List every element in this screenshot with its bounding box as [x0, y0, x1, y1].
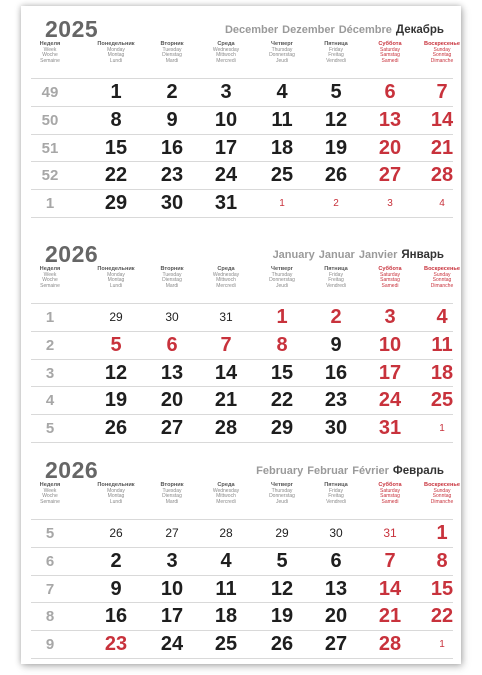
weekday-translation: Wednesday: [212, 46, 240, 53]
week-number: 9: [45, 636, 55, 654]
weekday-label: [91, 42, 141, 64]
weekday-translation: Samedi: [381, 498, 399, 505]
weekday-label: [31, 483, 69, 505]
weekday-translation: Sonntag: [432, 277, 452, 284]
day-cell: 20: [378, 136, 402, 159]
day-cell: 17: [378, 361, 402, 384]
day-cell: 2: [333, 198, 339, 210]
week-number: 8: [45, 608, 55, 626]
weekday-label: [365, 42, 415, 64]
week-row: [31, 331, 453, 359]
weekday-name: Среда: [217, 41, 235, 47]
day-cell: 18: [214, 605, 238, 628]
weekday-label: [91, 267, 141, 289]
day-cell: 5: [330, 81, 342, 103]
weekday-name: Четверг: [271, 482, 293, 488]
weekday-label: [147, 42, 197, 64]
day-cell: 15: [104, 136, 128, 159]
year-label: 2025: [45, 16, 99, 42]
weekday-translation: Freitag: [328, 277, 344, 284]
weekday-translation: Dimanche: [430, 57, 454, 64]
weekday-label: [311, 483, 361, 505]
month-name: Dezember: [282, 24, 335, 36]
month-names: [221, 24, 444, 36]
bottom-divider: [31, 658, 453, 659]
bottom-divider: [31, 442, 453, 443]
weekday-translation: Semaine: [40, 498, 60, 505]
weekday-translation: Dienstag: [162, 493, 182, 500]
weekday-translation: Woche: [42, 493, 58, 500]
day-cell: 11: [215, 577, 237, 600]
month-name: February: [256, 465, 304, 477]
month-name: Декабрь: [395, 24, 444, 36]
day-cell: 7: [220, 333, 232, 356]
weekday-translation: Mittwoch: [216, 277, 236, 284]
weekday-translation: Mardi: [165, 282, 179, 289]
week-number: 5: [45, 525, 55, 542]
day-cell: 2: [110, 549, 122, 572]
weekday-translation: Dienstag: [162, 52, 182, 59]
weekday-label: [91, 483, 141, 505]
day-cell: 29: [275, 526, 289, 540]
day-cell: 5: [276, 549, 288, 572]
weekday-translation: Samedi: [381, 282, 399, 289]
month-name: Janvier: [358, 249, 398, 261]
week-number: 6: [45, 552, 55, 570]
day-cell: 26: [104, 417, 128, 440]
weekday-name: Среда: [217, 266, 235, 272]
weekday-translation: Donnerstag: [269, 493, 295, 500]
weekday-translation: Saturday: [379, 271, 400, 278]
weekday-header: [31, 266, 460, 303]
day-cell: 17: [214, 136, 238, 159]
day-cell: 28: [214, 417, 238, 440]
day-cell: 22: [270, 389, 294, 412]
weekday-translation: Montag: [107, 277, 125, 284]
weekday-name: Пятница: [324, 41, 348, 47]
month-name: Февраль: [392, 465, 444, 477]
weekday-translation: Sunday: [433, 487, 451, 494]
day-cell: 1: [439, 639, 445, 651]
day-cell: 9: [330, 333, 342, 356]
weekday-name: Пятница: [324, 266, 348, 272]
day-cell: 26: [270, 633, 294, 656]
day-cell: 3: [384, 306, 396, 328]
weekday-translation: Vendredi: [326, 498, 346, 505]
week-number: 49: [41, 84, 59, 101]
weekday-translation: Freitag: [328, 493, 344, 500]
day-cell: 25: [270, 164, 294, 187]
day-cell: 22: [104, 164, 128, 187]
day-cell: 30: [329, 526, 343, 540]
day-cell: 13: [378, 108, 402, 131]
day-cell: 5: [110, 333, 122, 356]
weekday-translation: Mittwoch: [216, 493, 236, 500]
day-cell: 2: [166, 81, 178, 103]
weekday-translation: Donnerstag: [269, 277, 295, 284]
weekday-translation: Sonntag: [432, 52, 452, 59]
weekday-name: Четверг: [271, 41, 293, 47]
weekday-translation: Mercredi: [216, 57, 236, 64]
day-cell: 10: [214, 108, 238, 131]
weekday-label: [31, 42, 69, 64]
month-name: Décembre: [338, 24, 392, 36]
day-cell: 3: [387, 198, 393, 210]
day-cell: 10: [160, 577, 184, 600]
weekday-name: Понедельник: [97, 266, 135, 272]
week-row: [31, 189, 453, 217]
day-cell: 25: [430, 389, 454, 412]
weekday-translation: Tuesday: [162, 487, 182, 494]
day-cell: 14: [378, 577, 402, 600]
day-cell: 18: [430, 361, 454, 384]
day-cell: 1: [110, 81, 122, 103]
weekday-translation: Semaine: [40, 282, 60, 289]
day-cell: 28: [430, 164, 454, 187]
day-cell: 29: [270, 417, 294, 440]
day-cell: 19: [104, 389, 128, 412]
weekday-translation: Jeudi: [276, 57, 288, 64]
weekday-label: [31, 267, 69, 289]
weekday-translation: Montag: [107, 52, 125, 59]
weekday-name: Вторник: [160, 41, 184, 47]
day-cell: 8: [276, 333, 288, 356]
day-cell: 30: [160, 192, 184, 215]
weekday-label: [311, 267, 361, 289]
week-row: [31, 630, 453, 658]
weekday-translation: Sonntag: [432, 493, 452, 500]
day-cell: 28: [378, 633, 402, 656]
day-cell: 4: [439, 198, 445, 210]
weekday-translation: Vendredi: [326, 282, 346, 289]
weekday-name: Вторник: [160, 482, 184, 488]
week-number: 1: [45, 309, 55, 326]
day-cell: 22: [430, 605, 454, 628]
day-cell: 12: [104, 361, 128, 384]
day-cell: 6: [330, 549, 342, 572]
weekday-translation: Week: [43, 46, 57, 53]
day-cell: 8: [436, 549, 448, 572]
weekday-translation: Sunday: [433, 271, 451, 278]
month-names: [252, 465, 444, 477]
week-number: 50: [41, 111, 59, 129]
weekday-label: [365, 267, 415, 289]
day-cell: 31: [214, 192, 238, 215]
week-row: [31, 547, 453, 575]
weekday-label: [365, 483, 415, 505]
day-cell: 14: [430, 108, 454, 131]
day-cell: 7: [384, 549, 396, 572]
weekday-translation: Friday: [329, 46, 343, 53]
week-row: [31, 78, 453, 106]
month-names: [269, 249, 444, 261]
day-cell: 16: [324, 361, 348, 384]
day-cell: 21: [430, 136, 454, 159]
day-cell: 4: [276, 81, 288, 103]
weekday-label: [417, 483, 467, 505]
day-cell: 27: [165, 526, 179, 540]
weekday-translation: Saturday: [379, 46, 400, 53]
day-cell: 18: [270, 136, 294, 159]
weekday-name: Воскресенье: [424, 41, 460, 47]
weekday-label: [147, 483, 197, 505]
day-cell: 24: [214, 164, 238, 187]
weekday-translation: Woche: [42, 277, 58, 284]
year-label: 2026: [45, 457, 99, 483]
day-cell: 12: [324, 108, 348, 131]
month-name: Février: [352, 465, 389, 477]
weekday-name: Четверг: [271, 266, 293, 272]
month-block: [21, 457, 461, 667]
day-cell: 21: [214, 389, 238, 412]
weekday-label: [311, 42, 361, 64]
weekday-translation: Vendredi: [326, 57, 346, 64]
day-cell: 1: [279, 198, 285, 210]
weekday-name: Воскресенье: [424, 266, 460, 272]
week-number: 5: [45, 420, 55, 438]
day-cell: 4: [220, 549, 232, 572]
weekday-translation: Woche: [42, 52, 58, 59]
weekday-translation: Mardi: [165, 57, 179, 64]
weekday-translation: Freitag: [328, 52, 344, 59]
weekday-label: [257, 42, 307, 64]
day-cell: 3: [220, 81, 232, 103]
day-cell: 26: [109, 526, 123, 540]
weekday-translation: Mardi: [165, 498, 179, 505]
day-cell: 19: [270, 605, 294, 628]
weekday-translation: Jeudi: [276, 498, 288, 505]
day-cell: 1: [276, 306, 288, 328]
week-number: 52: [41, 167, 59, 185]
month-name: Январь: [401, 249, 444, 261]
week-row: [31, 386, 453, 414]
month-block: [21, 16, 461, 226]
weekday-translation: Lundi: [109, 282, 123, 289]
weekday-translation: Friday: [329, 271, 343, 278]
weekday-name: Воскресенье: [424, 482, 460, 488]
weekday-translation: Week: [43, 487, 57, 494]
day-cell: 9: [110, 577, 122, 600]
weekday-name: Неделя: [39, 41, 61, 47]
week-row: [31, 519, 453, 547]
day-cell: 1: [439, 423, 445, 435]
day-cell: 16: [104, 605, 128, 628]
day-cell: 31: [378, 417, 402, 440]
day-cell: 16: [160, 136, 184, 159]
weekday-translation: Wednesday: [212, 487, 240, 494]
month-name: January: [272, 249, 315, 261]
weekday-translation: Samedi: [381, 57, 399, 64]
weekday-name: Понедельник: [97, 482, 135, 488]
weekday-name: Пятница: [324, 482, 348, 488]
weekday-name: Суббота: [378, 482, 402, 488]
day-cell: 19: [324, 136, 348, 159]
week-row: [31, 575, 453, 603]
weekday-label: [201, 483, 251, 505]
weekday-translation: Mercredi: [216, 498, 236, 505]
day-cell: 20: [160, 389, 184, 412]
weekday-translation: Week: [43, 271, 57, 278]
week-number: 3: [45, 364, 55, 382]
weekday-translation: Thursday: [271, 271, 293, 278]
weekday-translation: Jeudi: [276, 282, 288, 289]
day-cell: 10: [378, 333, 402, 356]
day-cell: 23: [324, 389, 348, 412]
weekday-label: [257, 267, 307, 289]
weekday-name: Неделя: [39, 266, 61, 272]
calendar-sheet: [21, 6, 461, 664]
week-number: 51: [41, 139, 59, 157]
day-cell: 11: [271, 108, 293, 131]
week-number: 2: [45, 336, 55, 354]
weekday-translation: Tuesday: [162, 271, 182, 278]
weekday-translation: Thursday: [271, 487, 293, 494]
weekday-translation: Lundi: [109, 57, 123, 64]
weekday-header: [31, 41, 460, 78]
week-number: 1: [45, 195, 55, 213]
year-label: 2026: [45, 241, 99, 267]
weekday-translation: Thursday: [271, 46, 293, 53]
bottom-divider: [31, 217, 453, 218]
week-row: [31, 134, 453, 162]
weekday-header: [31, 482, 460, 519]
weekday-label: [201, 42, 251, 64]
weekday-name: Суббота: [378, 41, 402, 47]
day-cell: 31: [219, 310, 233, 324]
weekday-label: [417, 267, 467, 289]
month-name: Januar: [318, 249, 355, 261]
week-row: [31, 106, 453, 134]
weekday-name: Вторник: [160, 266, 184, 272]
day-cell: 25: [214, 633, 238, 656]
weekday-translation: Lundi: [109, 498, 123, 505]
weekday-translation: Dienstag: [162, 277, 182, 284]
day-cell: 21: [378, 605, 402, 628]
day-cell: 13: [324, 577, 348, 600]
day-cell: 30: [324, 417, 348, 440]
day-cell: 14: [214, 361, 238, 384]
weekday-name: Неделя: [39, 482, 61, 488]
weekday-translation: Wednesday: [212, 271, 240, 278]
weekday-translation: Samstag: [380, 277, 400, 284]
weekday-name: Понедельник: [97, 41, 135, 47]
weekday-label: [147, 267, 197, 289]
day-cell: 27: [324, 633, 348, 656]
week-row: [31, 602, 453, 630]
day-cell: 13: [160, 361, 184, 384]
day-cell: 8: [110, 108, 122, 131]
day-cell: 29: [109, 310, 123, 324]
weekday-translation: Sunday: [433, 46, 451, 53]
weekday-translation: Donnerstag: [269, 52, 295, 59]
weekday-label: [257, 483, 307, 505]
weekday-translation: Tuesday: [162, 46, 182, 53]
weekday-translation: Monday: [107, 271, 125, 278]
weekday-translation: Friday: [329, 487, 343, 494]
weekday-name: Среда: [217, 482, 235, 488]
week-row: [31, 414, 453, 442]
weekday-translation: Dimanche: [430, 282, 454, 289]
day-cell: 6: [166, 333, 178, 356]
day-cell: 2: [330, 306, 342, 328]
weekday-label: [417, 42, 467, 64]
day-cell: 3: [166, 549, 178, 572]
day-cell: 23: [160, 164, 184, 187]
day-cell: 12: [270, 577, 294, 600]
day-cell: 31: [383, 526, 397, 540]
weekday-translation: Dimanche: [430, 498, 454, 505]
month-name: Februar: [307, 465, 349, 477]
day-cell: 15: [430, 577, 454, 600]
weekday-translation: Monday: [107, 46, 125, 53]
weekday-translation: Mittwoch: [216, 52, 236, 59]
weekday-translation: Semaine: [40, 57, 60, 64]
day-cell: 1: [436, 522, 448, 544]
day-cell: 11: [431, 333, 453, 356]
month-name: December: [224, 24, 279, 36]
weekday-translation: Samstag: [380, 52, 400, 59]
weekday-translation: Saturday: [379, 487, 400, 494]
week-number: 4: [45, 392, 55, 410]
week-number: 7: [45, 580, 55, 598]
day-cell: 24: [160, 633, 184, 656]
day-cell: 24: [378, 389, 402, 412]
weekday-label: [201, 267, 251, 289]
day-cell: 23: [104, 633, 128, 656]
day-cell: 15: [270, 361, 294, 384]
weekday-translation: Samstag: [380, 493, 400, 500]
month-block: [21, 241, 461, 451]
day-cell: 27: [378, 164, 402, 187]
weekday-translation: Mercredi: [216, 282, 236, 289]
day-cell: 9: [166, 108, 178, 131]
day-cell: 20: [324, 605, 348, 628]
day-cell: 6: [384, 81, 396, 103]
day-cell: 29: [104, 192, 128, 215]
day-cell: 30: [165, 310, 179, 324]
day-cell: 17: [160, 605, 184, 628]
day-cell: 7: [436, 81, 448, 103]
week-row: [31, 303, 453, 331]
week-row: [31, 359, 453, 387]
weekday-name: Суббота: [378, 266, 402, 272]
day-cell: 4: [436, 306, 448, 328]
day-cell: 28: [219, 526, 233, 540]
day-cell: 26: [324, 164, 348, 187]
weekday-translation: Montag: [107, 493, 125, 500]
week-row: [31, 161, 453, 189]
weekday-translation: Monday: [107, 487, 125, 494]
day-cell: 27: [160, 417, 184, 440]
